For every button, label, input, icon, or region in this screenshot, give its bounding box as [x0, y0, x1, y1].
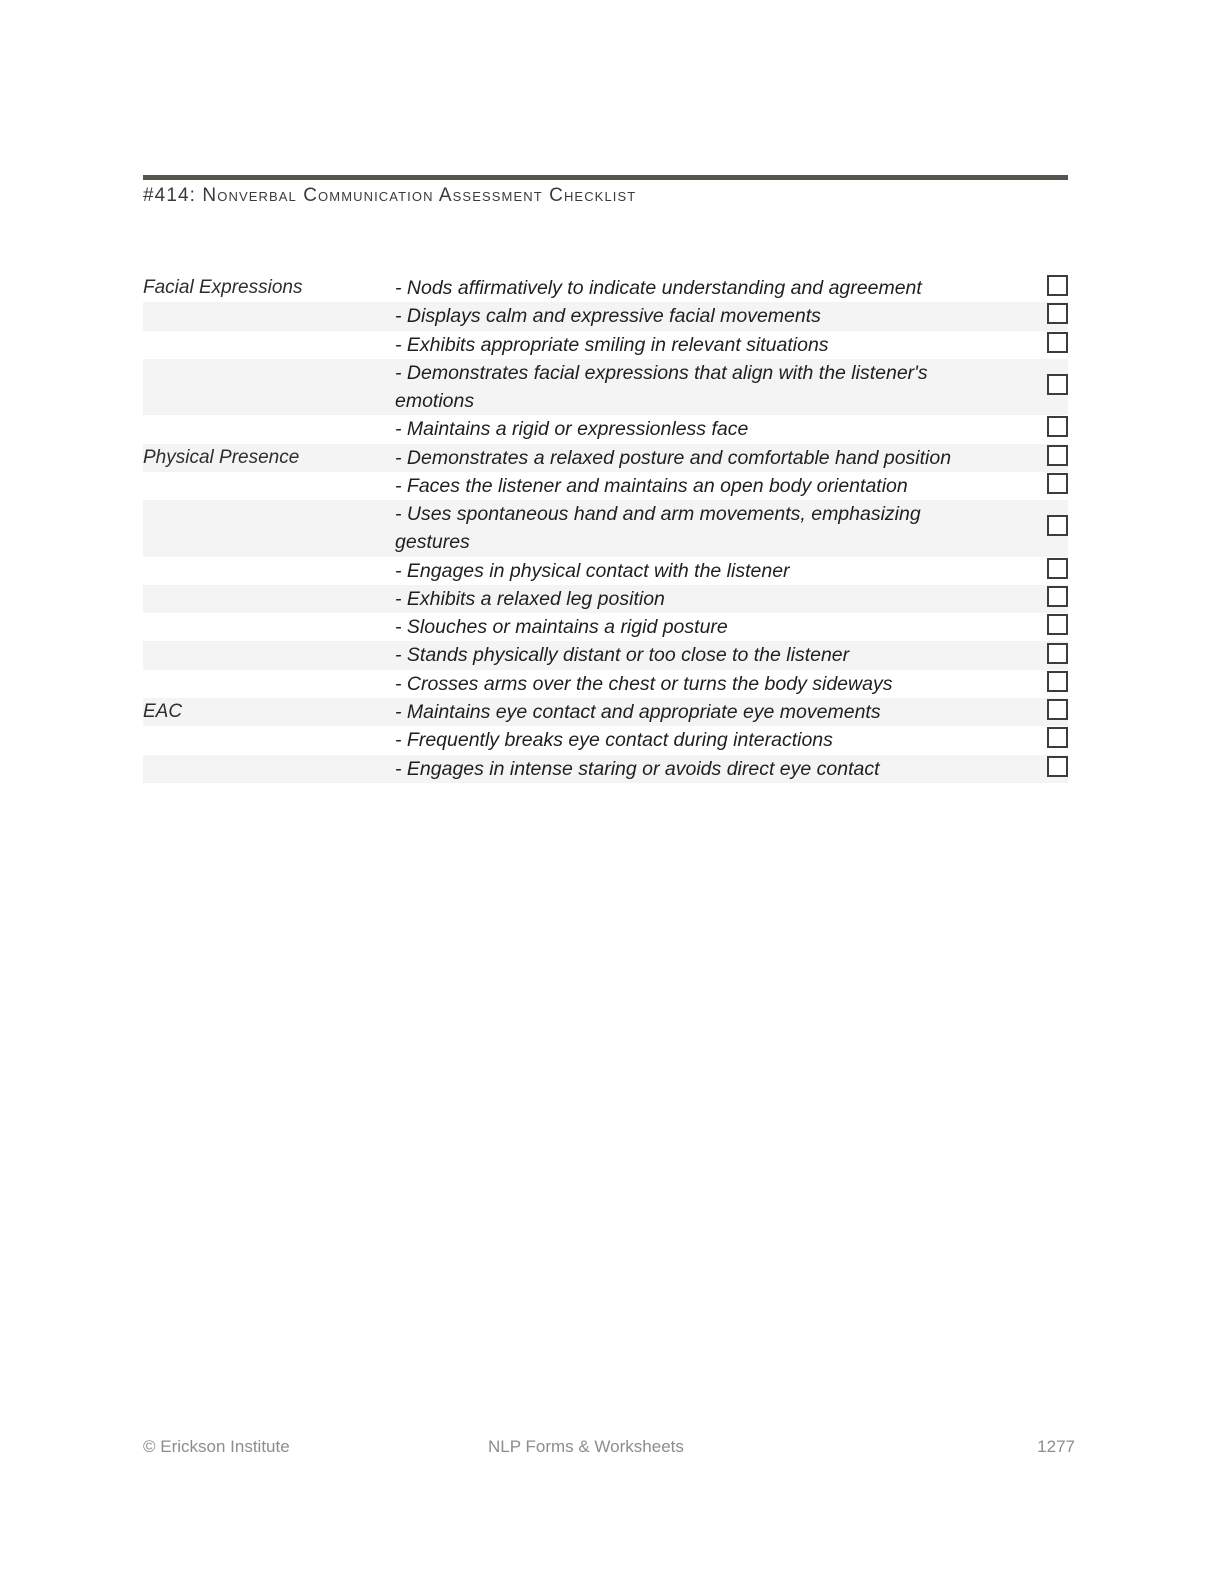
checkbox-cell — [993, 557, 1068, 585]
checklist-checkbox[interactable] — [1047, 445, 1068, 466]
nonverbal-assessment-checklist-table — [143, 274, 1068, 783]
checklist-item-text: - Displays calm and expressive facial movements — [395, 305, 821, 328]
checklist-item-text: - Crosses arms over the chest or turns the body sideways — [395, 672, 893, 695]
checklist-item-text: - Stands physically distant or too close to the listener — [395, 644, 850, 667]
category-label — [143, 472, 395, 500]
table-row — [143, 274, 1068, 302]
checklist-item-text: - Slouches or maintains a rigid posture — [395, 616, 728, 639]
table-row — [143, 359, 1068, 416]
checklist-item-text: - Nods affirmatively to indicate understanding and agreement — [395, 277, 922, 299]
category-label — [143, 359, 395, 416]
header-divider-rule — [143, 175, 1068, 180]
table-row — [143, 444, 1068, 472]
footer-copyright: © Erickson Institute — [143, 1437, 290, 1456]
footer-document-series: NLP Forms & Worksheets — [488, 1437, 684, 1456]
checklist-item-text: - Faces the listener and maintains an open body orientation — [395, 474, 908, 497]
category-label — [143, 557, 395, 585]
category-label: EAC — [143, 701, 183, 723]
checklist-checkbox[interactable] — [1047, 374, 1068, 395]
checklist-checkbox[interactable] — [1047, 699, 1068, 720]
checkbox-cell — [993, 726, 1068, 754]
table-row — [143, 698, 1068, 726]
footer-page-number: 1277 — [1037, 1437, 1075, 1456]
table-row — [143, 726, 1068, 754]
table-row — [143, 472, 1068, 500]
checklist-item-text: - Uses spontaneous hand and arm movements, emphasizing gestures — [395, 503, 921, 554]
checklist-checkbox[interactable] — [1047, 727, 1068, 748]
category-label — [143, 585, 395, 613]
checklist-checkbox[interactable] — [1047, 671, 1068, 692]
category-label: Facial Expressions — [143, 277, 303, 299]
category-label — [143, 302, 395, 330]
checklist-checkbox[interactable] — [1047, 515, 1068, 536]
checklist-checkbox[interactable] — [1047, 643, 1068, 664]
checkbox-cell — [993, 641, 1068, 669]
checklist-item-text: - Frequently breaks eye contact during interactions — [395, 729, 833, 752]
checklist-item-text: - Maintains a rigid or expressionless face — [395, 418, 749, 441]
checklist-checkbox[interactable] — [1047, 614, 1068, 635]
category-label: Physical Presence — [143, 446, 300, 468]
checklist-item-text: - Demonstrates a relaxed posture and comfortable hand position — [395, 446, 952, 469]
checklist-checkbox[interactable] — [1047, 332, 1068, 353]
category-label — [143, 641, 395, 669]
page-title: #414: Nonverbal Communication Assessment Checklist — [143, 185, 637, 206]
checklist-checkbox[interactable] — [1047, 586, 1068, 607]
checkbox-cell — [993, 755, 1068, 783]
page-footer — [143, 1437, 1075, 1461]
checklist-body — [143, 274, 1068, 783]
checklist-item-text: - Exhibits appropriate smiling in relevant situations — [395, 333, 829, 356]
checklist-item-text: - Maintains eye contact and appropriate eye movements — [395, 700, 881, 723]
table-row — [143, 641, 1068, 669]
checkbox-cell — [993, 698, 1068, 726]
checklist-item-text: - Demonstrates facial expressions that align with the listener's emotions — [395, 361, 928, 413]
checklist-item-text: - Engages in physical contact with the listener — [395, 559, 790, 582]
checklist-checkbox[interactable] — [1047, 303, 1068, 324]
category-label — [143, 415, 395, 443]
category-label — [143, 613, 395, 641]
checklist-checkbox[interactable] — [1047, 756, 1068, 777]
checkbox-cell — [993, 500, 1068, 557]
checklist-item-text: - Engages in intense staring or avoids direct eye contact — [395, 757, 880, 780]
table-row — [143, 755, 1068, 783]
table-row — [143, 613, 1068, 641]
category-label — [143, 726, 395, 754]
table-row — [143, 331, 1068, 359]
checkbox-cell — [993, 359, 1068, 416]
checkbox-cell — [993, 331, 1068, 359]
checklist-checkbox[interactable] — [1047, 558, 1068, 579]
table-row — [143, 670, 1068, 698]
table-row — [143, 500, 1068, 557]
checkbox-cell — [993, 415, 1068, 443]
category-label — [143, 670, 395, 698]
table-row — [143, 415, 1068, 443]
table-row — [143, 585, 1068, 613]
checklist-checkbox[interactable] — [1047, 275, 1068, 296]
checklist-checkbox[interactable] — [1047, 473, 1068, 494]
checkbox-cell — [993, 302, 1068, 330]
checklist-checkbox[interactable] — [1047, 416, 1068, 437]
checkbox-cell — [993, 670, 1068, 698]
checkbox-cell — [993, 585, 1068, 613]
checkbox-cell — [993, 472, 1068, 500]
category-label — [143, 500, 395, 557]
table-row — [143, 557, 1068, 585]
category-label — [143, 755, 395, 783]
category-label — [143, 331, 395, 359]
checkbox-cell — [993, 613, 1068, 641]
checkbox-cell — [993, 274, 1068, 302]
checklist-item-text: - Exhibits a relaxed leg position — [395, 587, 665, 610]
checkbox-cell — [993, 444, 1068, 472]
table-row — [143, 302, 1068, 330]
